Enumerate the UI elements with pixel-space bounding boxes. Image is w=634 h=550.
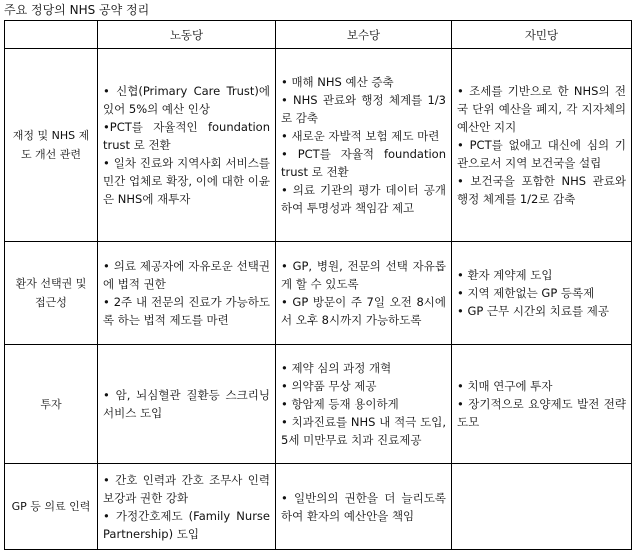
list-item: • GP, 병원, 전문의 선택 자유롭게 할 수 있도록 xyxy=(281,259,446,291)
list-item: • 의료 제공자에 자유로운 선택권에 법적 권한 xyxy=(103,259,270,291)
table-row xyxy=(5,242,632,345)
cell-conservative-finance xyxy=(276,49,452,242)
list-item: • PCT를 없애고 대신에 심의 기관으로서 지역 보건국을 설립 xyxy=(457,138,626,170)
list-item: • 지역 제한없는 GP 등록제 xyxy=(457,286,595,300)
pledge-table xyxy=(4,20,632,550)
row-label-workforce: GP 등 의료 인력 xyxy=(5,464,98,550)
header-libdem: 자민당 xyxy=(452,21,632,49)
list-item: • NHS 관료와 행정 체계를 1/3로 감축 xyxy=(281,93,446,125)
list-item: • 신협(Primary Care Trust)에 있어 5%의 예산 인상 xyxy=(103,84,270,116)
header-labour: 노동당 xyxy=(98,21,276,49)
page-title: 주요 정당의 NHS 공약 정리 xyxy=(4,3,150,17)
cell-conservative-choice xyxy=(276,242,452,345)
list-item: • 보건국을 포함한 NHS 관료와 행정 체계를 1/2로 감축 xyxy=(457,174,626,206)
list-item: • 새로운 자발적 보험 제도 마련 xyxy=(281,129,440,143)
list-item: • 의약품 무상 제공 xyxy=(281,379,377,393)
cell-labour-finance xyxy=(98,49,276,242)
list-item: • 의료 기관의 평가 데이터 공개하여 투명성과 책임감 제고 xyxy=(281,183,446,215)
list-item: • 2주 내 전문의 진료가 가능하도록 하는 법적 제도를 마련 xyxy=(103,295,270,327)
list-item: • PCT를 자율적 foundation trust 로 전환 xyxy=(281,147,446,179)
cell-libdem-choice xyxy=(452,242,632,345)
list-item: • GP 방문이 주 7일 오전 8시에서 오후 8시까지 가능하도록 xyxy=(281,295,446,327)
list-item: • 항암제 등재 용이하게 xyxy=(281,397,399,411)
cell-libdem-workforce xyxy=(452,464,632,550)
table-row xyxy=(5,345,632,464)
cell-conservative-workforce xyxy=(276,464,452,550)
list-item: • 환자 계약제 도입 xyxy=(457,268,553,282)
list-item: • 장기적으로 요양제도 발전 전략 도모 xyxy=(457,397,626,429)
header-row xyxy=(5,21,632,49)
row-label-choice: 환자 선택권 및 접근성 xyxy=(5,242,98,345)
cell-libdem-finance xyxy=(452,49,632,242)
header-conservative: 보수당 xyxy=(276,21,452,49)
cell-conservative-investment xyxy=(276,345,452,464)
list-item: • 치과진료를 NHS 내 적극 도입, 5세 미만무료 치과 진료제공 xyxy=(281,415,446,447)
table-row xyxy=(5,49,632,242)
list-item: • 일반의의 권한을 더 늘리도록 하여 환자의 예산안을 책임 xyxy=(281,490,446,523)
list-item: • 일차 진료와 지역사회 서비스를 민간 업체로 확장, 이에 대한 이윤은 NHS에 재투자 xyxy=(103,156,270,206)
cell-labour-choice xyxy=(98,242,276,345)
list-item: •PCT를 자율적인 foundation trust 로 전환 xyxy=(103,120,270,152)
list-item: • 암, 뇌심혈관 질환등 스크리닝 서비스 도입 xyxy=(103,388,270,420)
row-label-investment: 투자 xyxy=(5,345,98,464)
table-row xyxy=(5,464,632,550)
list-item: • 조세를 기반으로 한 NHS의 전국 단위 예산을 폐지, 각 지자체의 예산안 지지 xyxy=(457,84,626,134)
cell-labour-workforce xyxy=(98,464,276,550)
list-item: • 치매 연구에 투자 xyxy=(457,379,553,393)
cell-libdem-investment xyxy=(452,345,632,464)
list-item: • 제약 심의 과정 개혁 xyxy=(281,361,392,375)
header-corner xyxy=(5,21,98,49)
row-label-finance: 재정 및 NHS 제도 개선 관련 xyxy=(5,49,98,242)
list-item: • 가정간호제도 (Family Nurse Partnership) 도입 xyxy=(103,508,270,541)
list-item: • 간호 인력과 간호 조무사 인력 보강과 권한 강화 xyxy=(103,472,270,505)
list-item: • 매해 NHS 예산 증축 xyxy=(281,75,394,89)
list-item: • GP 근무 시간외 치료를 제공 xyxy=(457,304,609,318)
cell-labour-investment xyxy=(98,345,276,464)
